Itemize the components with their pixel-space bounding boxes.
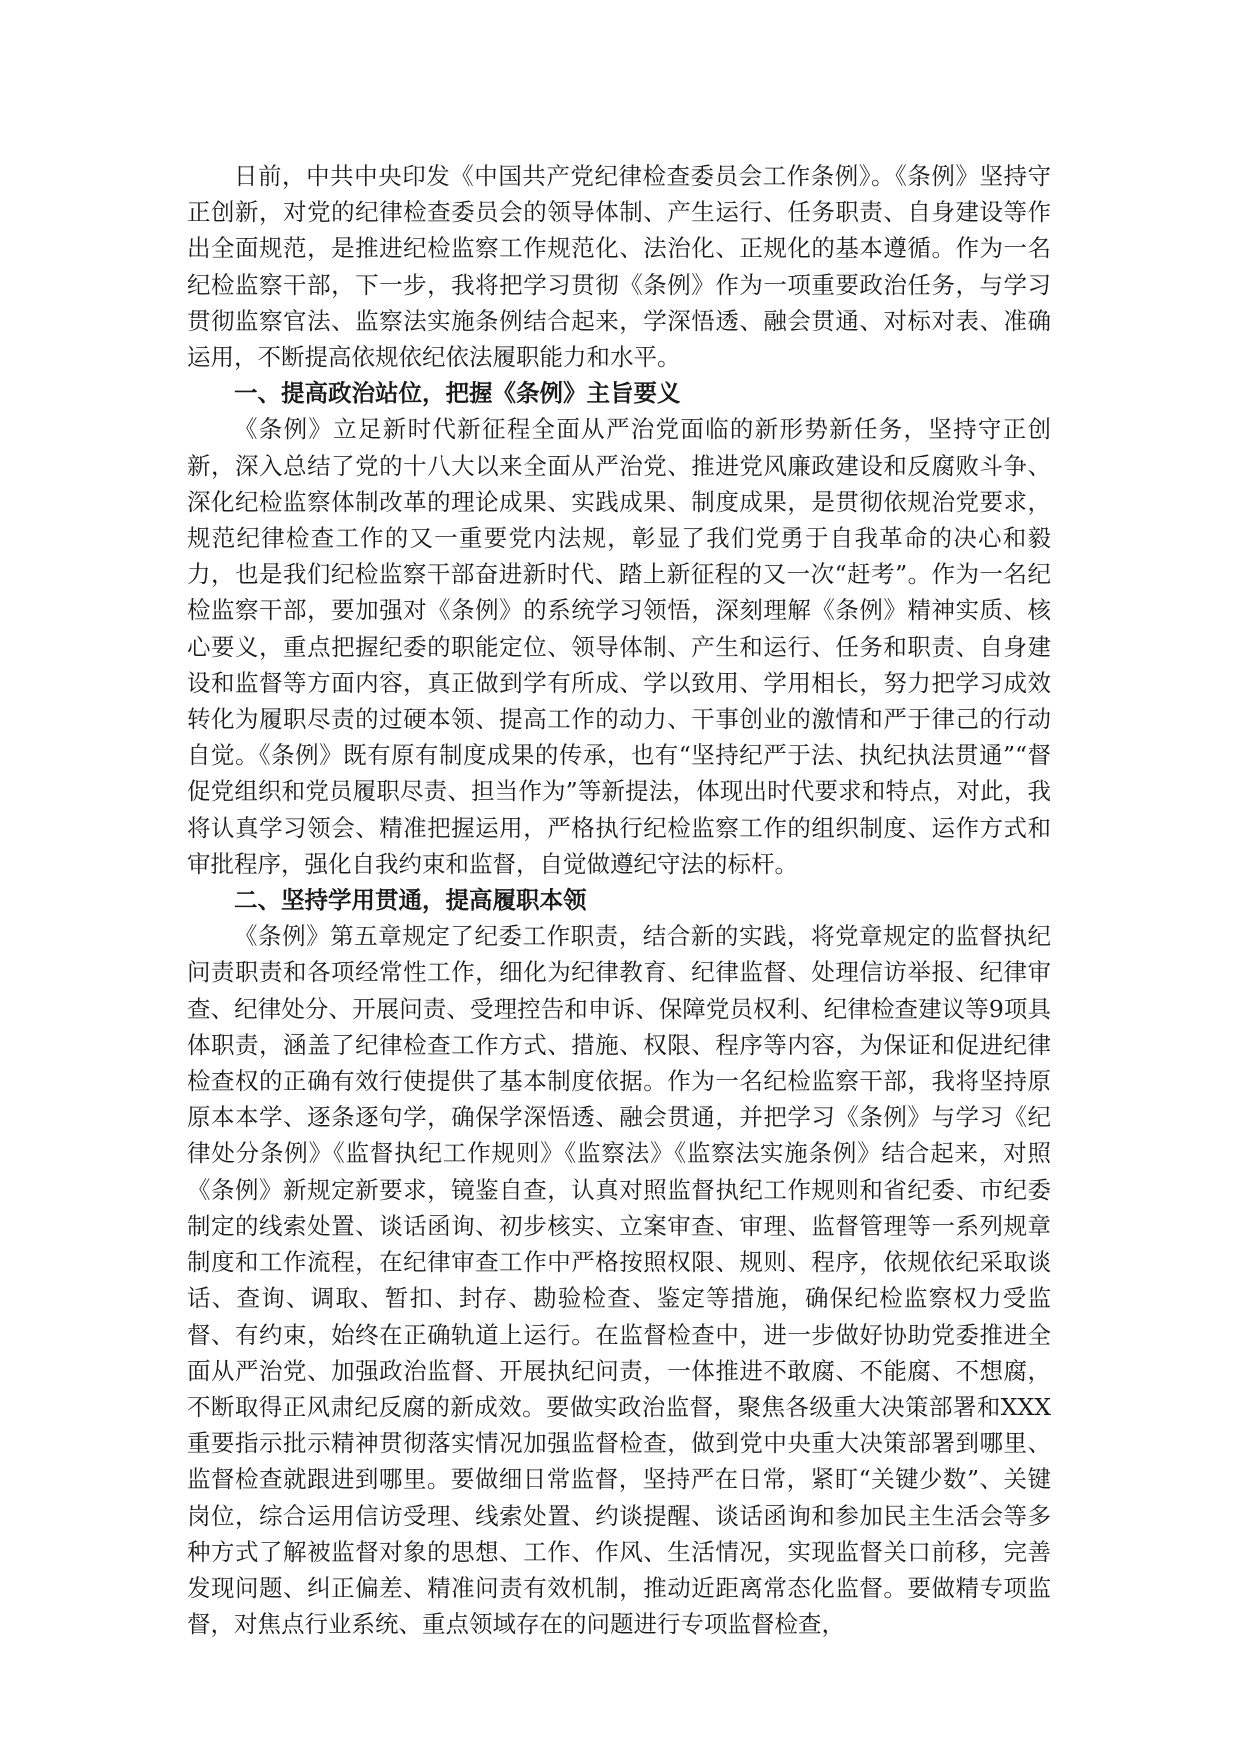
section-heading-2: 二、坚持学用贯通，提高履职本领 — [234, 886, 587, 915]
section-2-paragraph: 《条例》第五章规定了纪委工作职责，结合新的实践，将党章规定的监督执纪问责职责和各项经常性工作，细化为纪律教育、纪律监督、处理信访举报、纪律审查、纪律处分、开展问责、受理控告和申诉、保障党员权利、纪律检查建议等9项具体职责，涵盖了纪律检查工作方式、措施、权限、程序等内容，为保证和促进纪律检查权的正确有效行使提供了基本制度依据。作为一名纪检监察干部，我将坚持原原本本学、逐条逐句学，确保学深悟透、融会贯通，并把学习《条例》与学习《纪律处分条例》《监督执纪工作规则》《监察法》《监察法实施条例》结合起来，对照《条例》新规定新要求，镜鉴自查，认真对照监督执纪工作规则和省纪委、市纪委制定的线索处置、谈话函询、初步核实、立案审查、审理、监督管理等一系列规章制度和工作流程，在纪律审查工作中严格按照权限、规则、程序，依规依纪采取谈话、查询、调取、暂扣、封存、勘验检查、鉴定等措施，确保纪检监察权力受监督、有约束，始终在正确轨道上运行。在监督检查中，进一步做好协助党委推进全面从严治党、加强政治监督、开展执纪问责，一体推进不敢腐、不能腐、不想腐，不断取得正风肃纪反腐的新成效。要做实政治监督，聚焦各级重大决策部署和XXX重要指示批示精神贯彻落实情况加强监督检查，做到党中央重大决策部署到哪里、监督检查就跟进到哪里。要做细日常监督，坚持严在日常，紧盯“关键少数”、关键岗位，综合运用信访受理、线索处置、约谈提醒、谈话函询和参加民主生活会等多种方式了解被监督对象的思想、工作、作风、生活情况，实现监督关口前移，完善发现问题、纠正偏差、精准问责有效机制，推动近距离常态化监督。要做精专项监督，对焦点行业系统、重点领域存在的问题进行专项监督检查， — [187, 922, 1051, 1639]
intro-paragraph: 日前，中共中央印发《中国共产党纪律检查委员会工作条例》。《条例》坚持守正创新，对党的纪律检查委员会的领导体制、产生运行、任务职责、自身建设等作出全面规范，是推进纪检监察工作规范化、法治化、正规化的基本遵循。作为一名纪检监察干部，下一步，我将把学习贯彻《条例》作为一项重要政治任务，与学习贯彻监察官法、监察法实施条例结合起来，学深悟透、融会贯通、对标对表、准确运用，不断提高依规依纪依法履职能力和水平。 — [187, 162, 1051, 372]
section-heading-1: 一、提高政治站位，把握《条例》主旨要义 — [234, 379, 681, 408]
section-1-paragraph: 《条例》立足新时代新征程全面从严治党面临的新形势新任务，坚持守正创新，深入总结了党的十八大以来全面从严治党、推进党风廉政建设和反腐败斗争、深化纪检监察体制改革的理论成果、实践成果、制度成果，是贯彻依规治党要求，规范纪律检查工作的又一重要党内法规，彰显了我们党勇于自我革命的决心和毅力，也是我们纪检监察干部奋进新时代、踏上新征程的又一次“赶考”。作为一名纪检监察干部，要加强对《条例》的系统学习领悟，深刻理解《条例》精神实质、核心要义，重点把握纪委的职能定位、领导体制、产生和运行、任务和职责、自身建设和监督等方面内容，真正做到学有所成、学以致用、学用相长，努力把学习成效转化为履职尽责的过硬本领、提高工作的动力、干事创业的激情和严于律己的行动自觉。《条例》既有原有制度成果的传承，也有“坚持纪严于法、执纪执法贯通”“督促党组织和党员履职尽责、担当作为”等新提法，体现出时代要求和特点，对此，我将认真学习领会、精准把握运用，严格执行纪检监察工作的组织制度、运作方式和审批程序，强化自我约束和监督，自觉做遵纪守法的标杆。 — [187, 415, 1051, 878]
document-page — [187, 158, 1051, 1642]
